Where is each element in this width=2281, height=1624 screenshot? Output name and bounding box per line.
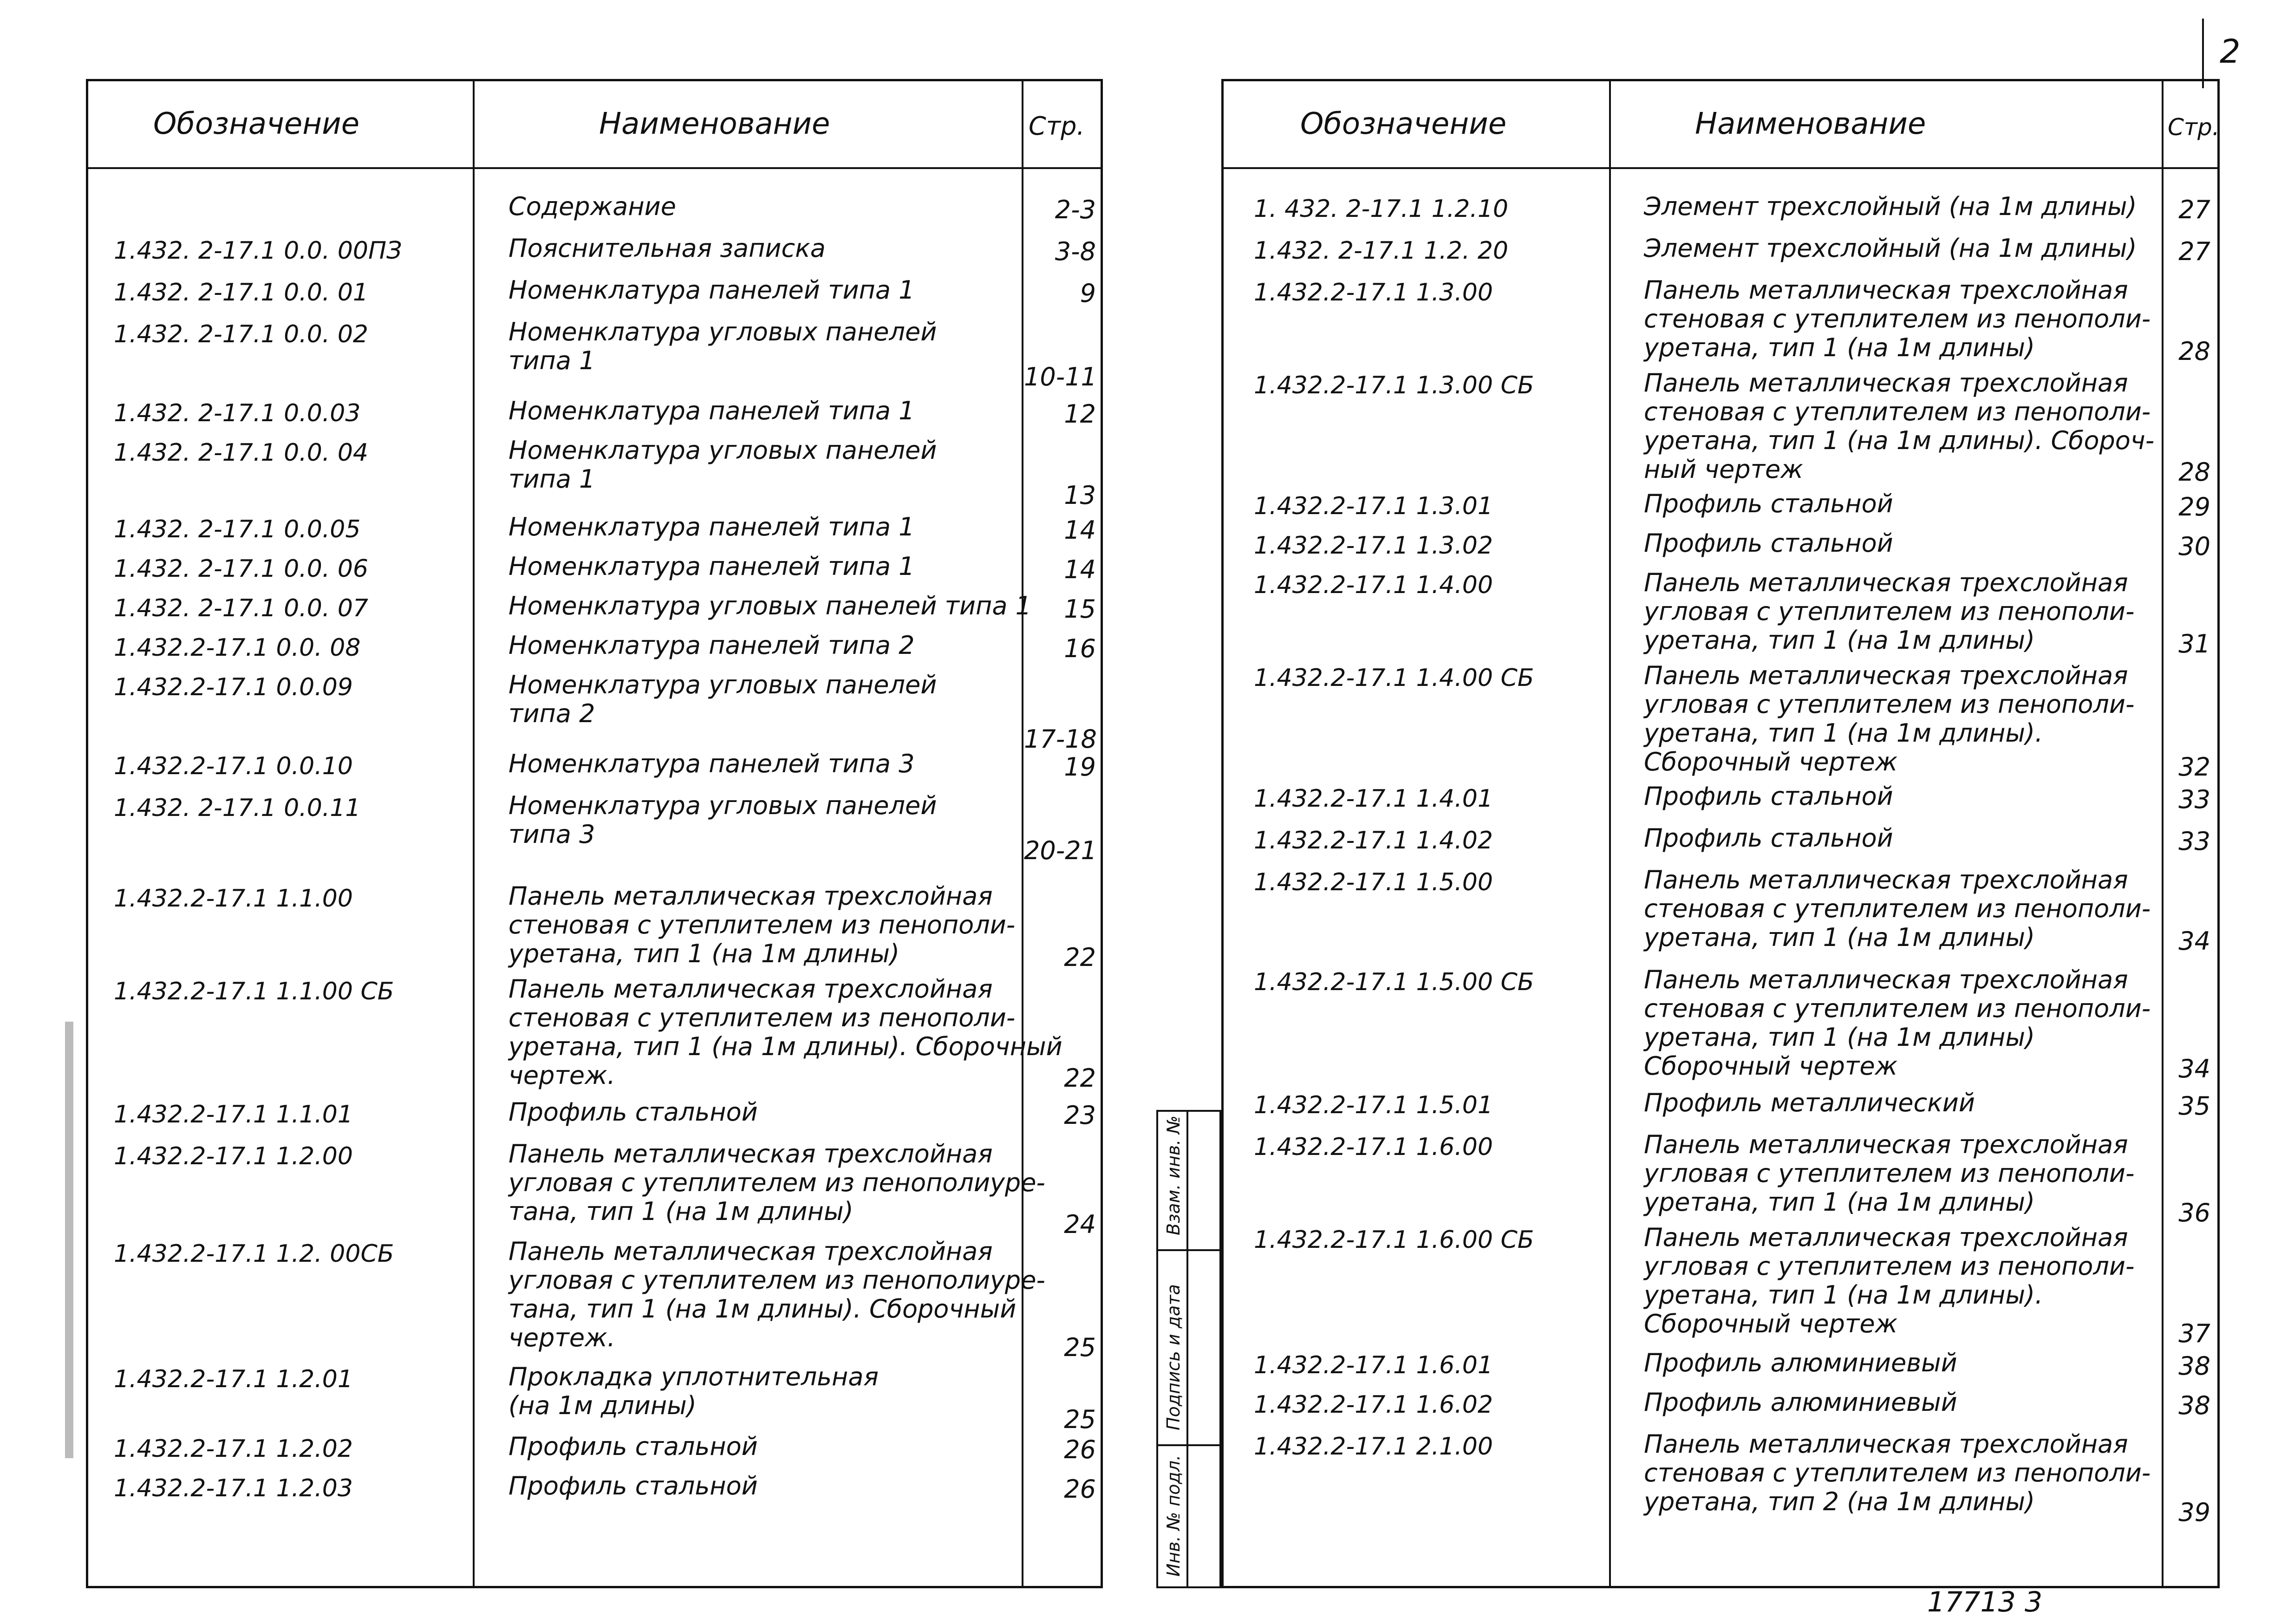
left-row-page: 22 — [1064, 943, 1096, 972]
left-row-page: 20-21 — [1024, 836, 1097, 865]
left-row-name: Панель металлическая трехслойная стеновая с утеплителем из пенополи- уретана, тип 1 (на 1м длины). Сборочный чертеж. — [508, 974, 1062, 1090]
left-row-name: Содержание — [508, 192, 676, 221]
left-row-page: 2-3 — [1055, 195, 1096, 224]
left-col-divider-1 — [473, 79, 475, 1588]
right-row-page: 29 — [2178, 492, 2210, 522]
right-row-page: 27 — [2178, 237, 2210, 266]
left-col-divider-2 — [1022, 79, 1023, 1588]
right-row-page: 36 — [2178, 1198, 2210, 1227]
right-row-page: 38 — [2178, 1351, 2210, 1381]
right-header-divider — [1221, 167, 2220, 169]
stamp-divider-v — [1186, 1110, 1188, 1588]
right-row-code: 1.432.2-17.1 2.1.00 — [1254, 1433, 1493, 1461]
sheet-number: 2 — [2220, 33, 2241, 71]
left-row-code: 1.432. 2-17.1 0.0. 00ПЗ — [114, 237, 402, 265]
left-row-page: 24 — [1064, 1210, 1096, 1239]
right-row-code: 1.432.2-17.1 1.5.01 — [1254, 1091, 1493, 1119]
right-row-code: 1.432.2-17.1 1.6.01 — [1254, 1351, 1493, 1379]
right-row-name: Панель металлическая трехслойная стеновая с утеплителем из пенополи- уретана, тип 1 (на 1м длины) Сборочный чертеж — [1644, 965, 2151, 1081]
left-row-name: Профиль стальной — [508, 1471, 758, 1500]
left-row-page: 12 — [1064, 399, 1096, 429]
left-row-page: 22 — [1064, 1063, 1096, 1093]
left-row-code: 1.432.2-17.1 1.2.00 — [114, 1142, 353, 1170]
left-row-page: 26 — [1064, 1474, 1096, 1504]
right-row-page: 27 — [2178, 195, 2210, 224]
right-row-code: 1.432.2-17.1 1.6.00 — [1254, 1133, 1493, 1161]
left-row-name: Пояснительная записка — [508, 234, 826, 263]
left-row-code: 1.432.2-17.1 1.2.03 — [114, 1474, 353, 1502]
stamp-inv-podl: Инв. № подл. — [1163, 1454, 1184, 1577]
left-row-code: 1.432. 2-17.1 0.0. 06 — [114, 555, 369, 583]
right-row-name: Профиль стальной — [1644, 489, 1893, 518]
right-row-page: 28 — [2178, 337, 2210, 366]
right-row-page: 32 — [2178, 752, 2210, 782]
left-row-code: 1.432.2-17.1 1.2.02 — [114, 1435, 353, 1463]
right-row-code: 1.432.2-17.1 1.3.00 СБ — [1254, 372, 1534, 399]
left-row-page: 17-18 — [1024, 724, 1097, 754]
right-row-name: Панель металлическая трехслойная стеновая с утеплителем из пенополи- уретана, тип 1 (на 1м длины) — [1644, 275, 2151, 362]
right-row-code: 1.432.2-17.1 1.4.00 СБ — [1254, 664, 1534, 692]
left-row-page: 3-8 — [1055, 237, 1096, 266]
right-row-page: 37 — [2178, 1319, 2210, 1348]
left-row-code: 1.432. 2-17.1 0.0. 07 — [114, 594, 369, 622]
right-row-name: Профиль стальной — [1644, 782, 1893, 811]
right-row-code: 1.432.2-17.1 1.5.00 — [1254, 868, 1493, 896]
left-row-name: Номенклатура панелей типа 3 — [508, 749, 915, 778]
stamp-podpis-data: Подпись и дата — [1163, 1284, 1184, 1430]
left-row-code: 1.432. 2-17.1 0.0.05 — [114, 515, 361, 543]
left-row-name: Профиль стальной — [508, 1432, 758, 1461]
right-row-code: 1.432. 2-17.1 1.2. 20 — [1254, 237, 1509, 265]
right-row-code: 1.432.2-17.1 1.3.02 — [1254, 532, 1493, 560]
right-header-page: Стр. — [2168, 114, 2220, 141]
right-row-code: 1.432.2-17.1 1.6.02 — [1254, 1391, 1493, 1419]
left-row-page: 25 — [1064, 1405, 1096, 1434]
right-row-name: Панель металлическая трехслойная угловая с утеплителем из пенополи- уретана, тип 1 (на 1м длины). Сборочный чертеж — [1644, 661, 2135, 776]
left-row-page: 16 — [1064, 634, 1096, 663]
left-row-name: Прокладка уплотнительная (на 1м длины) — [508, 1362, 879, 1420]
left-row-name: Номенклатура панелей типа 2 — [508, 631, 915, 660]
right-row-page: 30 — [2178, 532, 2210, 561]
left-row-code: 1.432. 2-17.1 0.0. 04 — [114, 439, 369, 467]
right-row-name: Профиль металлический — [1644, 1088, 1975, 1117]
left-row-code: 1.432. 2-17.1 0.0. 01 — [114, 279, 369, 307]
left-row-name: Панель металлическая трехслойная стеновая с утеплителем из пенополи- уретана, тип 1 (на 1м длины) — [508, 881, 1016, 968]
right-row-code: 1.432.2-17.1 1.6.00 СБ — [1254, 1226, 1534, 1254]
left-row-code: 1.432.2-17.1 1.1.01 — [114, 1101, 353, 1128]
left-row-code: 1.432. 2-17.1 0.0. 02 — [114, 320, 369, 348]
right-row-name: Панель металлическая трехслойная стеновая с утеплителем из пенополи- уретана, тип 2 (на 1м длины) — [1644, 1429, 2151, 1516]
right-row-name: Элемент трехслойный (на 1м длины) — [1644, 192, 2137, 221]
sheet-number-divider — [2202, 19, 2204, 88]
right-row-name: Профиль алюминиевый — [1644, 1348, 1957, 1377]
right-row-name: Профиль алюминиевый — [1644, 1388, 1957, 1417]
right-row-page: 34 — [2178, 1054, 2210, 1083]
left-row-name: Номенклатура панелей типа 1 — [508, 275, 915, 305]
right-row-code: 1. 432. 2-17.1 1.2.10 — [1254, 195, 1509, 223]
right-row-name: Панель металлическая трехслойная стеновая с утеплителем из пенополи- уретана, тип 1 (на 1м длины) — [1644, 865, 2151, 952]
left-row-page: 10-11 — [1024, 362, 1097, 391]
left-header-designation: Обозначение — [153, 107, 360, 141]
left-row-page: 14 — [1064, 515, 1096, 545]
right-col-divider-1 — [1609, 79, 1611, 1588]
left-row-name: Номенклатура угловых панелей типа 2 — [508, 670, 937, 728]
right-row-code: 1.432.2-17.1 1.3.00 — [1254, 279, 1493, 307]
left-row-page: 25 — [1064, 1333, 1096, 1362]
left-row-name: Панель металлическая трехслойная угловая с утеплителем из пенополиуре- тана, тип 1 (на 1м длины) — [508, 1139, 1045, 1226]
right-row-code: 1.432.2-17.1 1.5.00 СБ — [1254, 968, 1534, 996]
right-row-name: Профиль стальной — [1644, 528, 1893, 558]
left-header-page: Стр. — [1029, 111, 1085, 141]
right-row-code: 1.432.2-17.1 1.4.01 — [1254, 785, 1493, 813]
left-row-name: Номенклатура угловых панелей типа 1 — [508, 591, 1031, 620]
right-col-divider-2 — [2162, 79, 2164, 1588]
left-row-name: Номенклатура угловых панелей типа 1 — [508, 436, 937, 494]
right-row-name: Элемент трехслойный (на 1м длины) — [1644, 234, 2137, 263]
left-row-page: 26 — [1064, 1435, 1096, 1464]
left-row-code: 1.432.2-17.1 1.1.00 СБ — [114, 978, 394, 1005]
right-row-name: Панель металлическая трехслойная угловая с утеплителем из пенополи- уретана, тип 1 (на 1м длины). Сборочный чертеж — [1644, 1223, 2135, 1338]
left-header-name: Наименование — [599, 107, 830, 141]
left-row-name: Номенклатура угловых панелей типа 3 — [508, 791, 937, 849]
left-row-name: Панель металлическая трехслойная угловая с утеплителем из пенополиуре- тана, тип 1 (на 1м длины). Сборочный чертеж. — [508, 1237, 1045, 1352]
right-header-designation: Обозначение — [1300, 107, 1507, 141]
right-row-page: 39 — [2178, 1498, 2210, 1527]
left-row-code: 1.432.2-17.1 1.2.01 — [114, 1365, 353, 1393]
right-row-name: Панель металлическая трехслойная угловая с утеплителем из пенополи- уретана, тип 1 (на 1м длины) — [1644, 1130, 2135, 1217]
left-row-code: 1.432.2-17.1 0.0. 08 — [114, 634, 361, 662]
left-row-page: 13 — [1064, 481, 1096, 510]
left-row-code: 1.432. 2-17.1 0.0.11 — [114, 794, 361, 822]
right-row-page: 28 — [2178, 457, 2210, 487]
left-row-name: Профиль стальной — [508, 1097, 758, 1127]
right-row-page: 33 — [2178, 827, 2210, 856]
stamp-divider-2 — [1156, 1444, 1221, 1446]
left-row-code: 1.432.2-17.1 1.2. 00СБ — [114, 1240, 394, 1268]
left-row-code: 1.432. 2-17.1 0.0.03 — [114, 399, 361, 427]
right-row-code: 1.432.2-17.1 1.4.00 — [1254, 571, 1493, 599]
left-row-name: Номенклатура панелей типа 1 — [508, 512, 915, 541]
right-header-name: Наименование — [1695, 107, 1926, 141]
stamp-inv-zam: Взам. инв. № — [1163, 1115, 1184, 1235]
right-row-code: 1.432.2-17.1 1.3.01 — [1254, 492, 1493, 520]
stamp-divider-1 — [1156, 1249, 1221, 1251]
left-row-code: 1.432.2-17.1 0.0.09 — [114, 673, 353, 701]
right-row-page: 34 — [2178, 926, 2210, 956]
left-row-name: Номенклатура панелей типа 1 — [508, 396, 915, 425]
left-row-code: 1.432.2-17.1 1.1.00 — [114, 885, 353, 913]
left-row-code: 1.432.2-17.1 0.0.10 — [114, 752, 353, 780]
left-row-page: 19 — [1064, 752, 1096, 782]
left-row-page: 14 — [1064, 555, 1096, 584]
right-row-name: Панель металлическая трехслойная угловая с утеплителем из пенополи- уретана, тип 1 (на 1м длины) — [1644, 568, 2135, 655]
right-row-page: 38 — [2178, 1391, 2210, 1420]
left-row-page: 9 — [1080, 279, 1096, 308]
left-row-page: 15 — [1064, 594, 1096, 624]
left-row-name: Номенклатура угловых панелей типа 1 — [508, 317, 937, 375]
document-number: 17713 3 — [1927, 1586, 2043, 1618]
right-row-name: Профиль стальной — [1644, 823, 1893, 853]
binding-strip — [65, 1022, 73, 1458]
right-row-code: 1.432.2-17.1 1.4.02 — [1254, 827, 1493, 854]
left-row-name: Номенклатура панелей типа 1 — [508, 552, 915, 581]
left-header-divider — [86, 167, 1103, 169]
right-row-page: 35 — [2178, 1091, 2210, 1121]
left-row-page: 23 — [1064, 1101, 1096, 1130]
right-row-name: Панель металлическая трехслойная стеновая с утеплителем из пенополи- уретана, тип 1 (на 1м длины). Сбороч- ный чертеж — [1644, 368, 2155, 484]
right-row-page: 33 — [2178, 785, 2210, 814]
right-row-page: 31 — [2178, 629, 2210, 659]
